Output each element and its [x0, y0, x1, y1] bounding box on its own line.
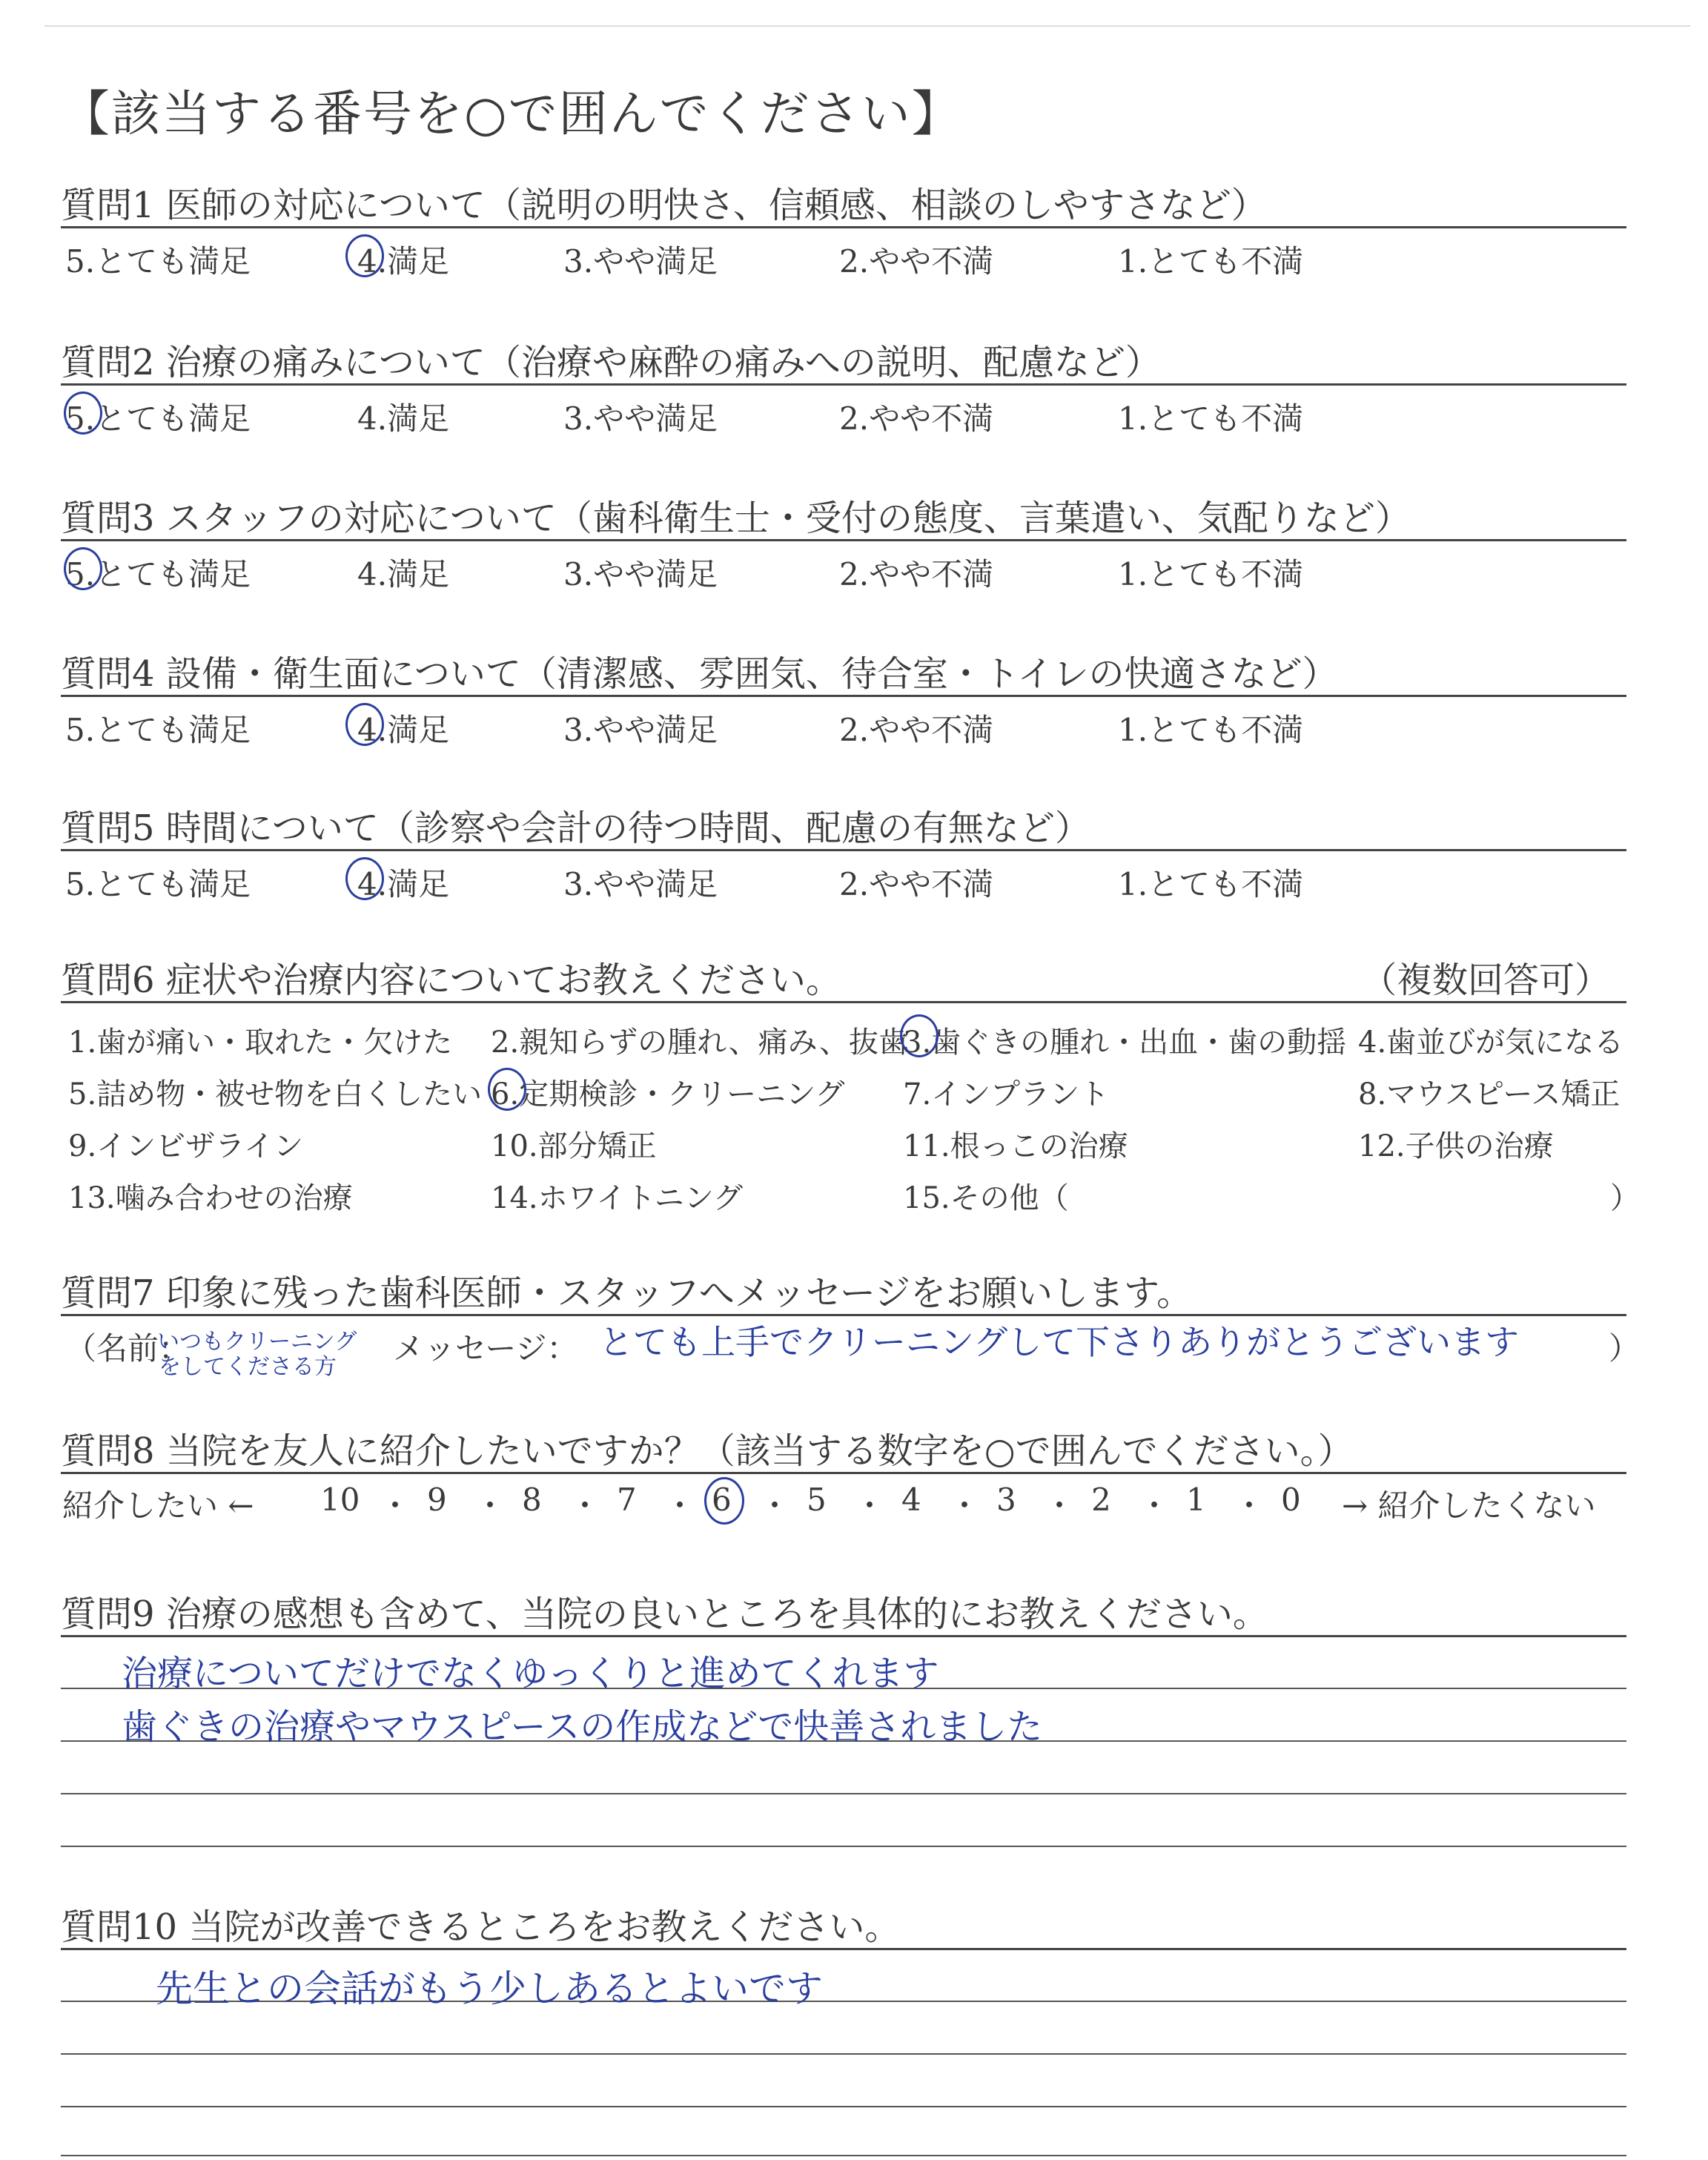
q6-circle-6 [488, 1068, 526, 1111]
q1-option-2: 2.やや不満 [839, 243, 994, 280]
q1-option-3: 3.やや満足 [563, 243, 718, 280]
q1-selection-circle [345, 234, 384, 277]
q8-scale-value: 3 [996, 1482, 1016, 1518]
q6-item-14: 14.ホワイトニング [491, 1181, 744, 1215]
q8-scale-dot: ・ [380, 1487, 411, 1524]
q4-option-3: 3.やや満足 [563, 712, 718, 748]
q2-rule [61, 383, 1626, 386]
q4-option-5: 5.とても満足 [65, 712, 251, 748]
q5-option-1: 1.とても不満 [1118, 866, 1304, 902]
q10-handwritten-1: 先生との会話がもう少しあるとよいです [156, 1967, 823, 2010]
q1-rule [61, 226, 1626, 228]
q2-title: 質問2 治療の痛みについて（治療や麻酔の痛みへの説明、配慮など） [61, 342, 1161, 383]
q8-scale-value: 4 [901, 1482, 921, 1518]
q3-option-4: 4.満足 [357, 556, 450, 592]
q5-option-5: 5.とても満足 [65, 866, 251, 902]
q8-scale-value: 6 [712, 1482, 732, 1518]
q7-name-handwritten-2: をしてくださる方 [159, 1354, 337, 1380]
q6-item-5: 5.詰め物・被せ物を白くしたい [68, 1077, 483, 1112]
q8-scale-dot: ・ [854, 1487, 886, 1524]
q10-line-2 [61, 2053, 1626, 2055]
q4-option-4: 4.満足 [357, 712, 450, 748]
q8-scale-value: 9 [427, 1482, 447, 1518]
q6-title: 質問6 症状や治療内容についてお教えください。 [61, 960, 841, 1001]
q6-item-12: 12.子供の治療 [1358, 1129, 1554, 1163]
q7-close: ） [1609, 1330, 1641, 1367]
page-title: 【該当する番号を○で囲んでください】 [61, 85, 962, 142]
q6-item-7: 7.インプラント [903, 1077, 1110, 1112]
q6-rule [61, 1001, 1626, 1003]
q8-left-label: 紹介したい ← [62, 1487, 254, 1524]
q8-title: 質問8 当院を友人に紹介したいですか？（該当する数字を○で囲んでください。） [61, 1430, 1354, 1472]
q1-title: 質問1 医師の対応について（説明の明快さ、信頼感、相談のしやすさなど） [61, 185, 1267, 226]
q8-scale-value: 8 [522, 1482, 542, 1518]
q8-right-label: → 紹介したくない [1342, 1487, 1596, 1524]
q6-item-4: 4.歯並びが気になる [1358, 1025, 1624, 1060]
q6-item-8: 8.マウスピース矯正 [1358, 1077, 1621, 1112]
q7-message-handwritten: とても上手でクリーニングして下さりありがとうございます [599, 1322, 1520, 1362]
q7-title: 質問7 印象に残った歯科医師・スタッフへメッセージをお願いします。 [61, 1272, 1193, 1314]
q8-circle-6 [704, 1477, 744, 1525]
q6-item-11: 11.根っこの治療 [903, 1129, 1128, 1163]
q6-item-6: 6.定期検診・クリーニング [491, 1077, 845, 1112]
q2-selection-circle [64, 392, 102, 435]
q7-name-handwritten-1: いつもクリーニング [157, 1329, 357, 1355]
q3-title: 質問3 スタッフの対応について（歯科衛生士・受付の態度、言葉遣い、気配りなど） [61, 498, 1411, 539]
q5-title: 質問5 時間について（診察や会計の待つ時間、配慮の有無など） [61, 807, 1090, 849]
q2-option-3: 3.やや満足 [563, 400, 718, 437]
q3-option-3: 3.やや満足 [563, 556, 718, 592]
q5-option-4: 4.満足 [357, 866, 450, 902]
q9-rule [61, 1635, 1626, 1637]
q5-selection-circle [345, 857, 384, 900]
q9-handwritten-2: 歯ぐきの治療やマウスピースの作成などで快善されました [122, 1706, 1043, 1748]
q2-option-5: 5.とても満足 [65, 400, 251, 437]
q8-scale-value: 1 [1186, 1482, 1206, 1518]
q1-option-4: 4.満足 [357, 243, 450, 280]
q5-rule [61, 849, 1626, 851]
q6-item-1: 1.歯が痛い・取れた・欠けた [68, 1025, 453, 1060]
q6-item-2: 2.親知らずの腫れ、痛み、抜歯 [491, 1025, 908, 1060]
q10-title: 質問10 当院が改善できるところをお教えください。 [61, 1906, 901, 1948]
q6-item-3: 3.歯ぐきの腫れ・出血・歯の動揺 [903, 1025, 1347, 1060]
q9-line-3 [61, 1793, 1626, 1794]
q8-scale-value: 0 [1281, 1482, 1301, 1518]
q4-option-1: 1.とても不満 [1118, 712, 1304, 748]
q5-option-3: 3.やや満足 [563, 866, 718, 902]
q9-title: 質問9 治療の感想も含めて、当院の良いところを具体的にお教えください。 [61, 1593, 1268, 1635]
q10-rule [61, 1948, 1626, 1950]
q10-line-4 [61, 2155, 1626, 2156]
q8-scale-dot: ・ [1044, 1487, 1076, 1524]
q8-scale-dot: ・ [474, 1487, 506, 1524]
q6-note: （複数回答可） [1361, 960, 1611, 1001]
q9-handwritten-1: 治療についてだけでなくゆっくりと進めてくれます [122, 1653, 939, 1694]
q4-rule [61, 695, 1626, 697]
q2-option-1: 1.とても不満 [1118, 400, 1304, 437]
q8-scale-dot: ・ [664, 1487, 696, 1524]
q3-option-1: 1.とても不満 [1118, 556, 1304, 592]
q2-option-4: 4.満足 [357, 400, 450, 437]
q8-scale-value: 10 [320, 1482, 360, 1518]
q4-title: 質問4 設備・衛生面について（清潔感、雰囲気、待合室・トイレの快適さなど） [61, 653, 1338, 695]
q8-scale-value: 7 [617, 1482, 637, 1518]
q4-selection-circle [345, 703, 384, 746]
q6-item-15: 15.その他（ [903, 1181, 1069, 1215]
q8-rule [61, 1472, 1626, 1474]
q4-option-2: 2.やや不満 [839, 712, 994, 748]
q8-scale-dot: ・ [949, 1487, 981, 1524]
scan-top-edge [44, 25, 1690, 27]
q6-item-16: ） [1610, 1181, 1640, 1215]
q8-scale-dot: ・ [1139, 1487, 1171, 1524]
q10-line-3 [61, 2106, 1626, 2107]
q8-scale-value: 5 [807, 1482, 827, 1518]
q1-option-5: 5.とても満足 [65, 243, 251, 280]
q9-line-4 [61, 1846, 1626, 1847]
q3-rule [61, 539, 1626, 541]
q8-scale-dot: ・ [569, 1487, 601, 1524]
q8-scale-dot: ・ [759, 1487, 791, 1524]
q6-item-13: 13.噛み合わせの治療 [68, 1181, 353, 1215]
q3-selection-circle [64, 547, 102, 590]
q6-item-10: 10.部分矯正 [491, 1129, 657, 1163]
q3-option-2: 2.やや不満 [839, 556, 994, 592]
q8-scale-value: 2 [1091, 1482, 1111, 1518]
q6-item-9: 9.インビザライン [68, 1129, 303, 1163]
q8-scale-dot: ・ [1234, 1487, 1265, 1524]
q3-option-5: 5.とても満足 [65, 556, 251, 592]
q2-option-2: 2.やや不満 [839, 400, 994, 437]
q7-name-prefix: （名前： [65, 1330, 191, 1367]
q7-message-label: メッセージ： [393, 1330, 578, 1367]
q5-option-2: 2.やや不満 [839, 866, 994, 902]
q6-circle-3 [900, 1014, 939, 1057]
q1-option-1: 1.とても不満 [1118, 243, 1304, 280]
